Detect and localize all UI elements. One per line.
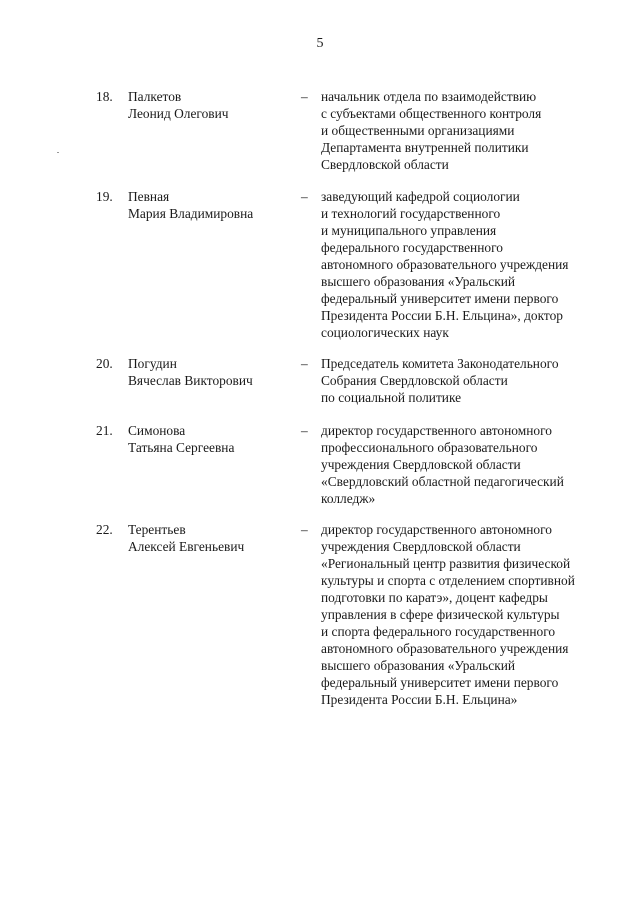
entry-number: 19. (96, 189, 113, 204)
position-line: высшего образования «Уральский (321, 658, 516, 673)
entry-number: 22. (96, 522, 113, 537)
member-given-names: Алексей Евгеньевич (128, 539, 245, 554)
member-position (321, 521, 621, 708)
position-line: Департамента внутренней политики (321, 140, 529, 155)
position-line: директор государственного автономного (321, 522, 552, 537)
position-line: федеральный университет имени первого (321, 291, 559, 306)
member-surname: Симонова (128, 423, 186, 438)
position-line: Президента России Б.Н. Ельцина», доктор (321, 308, 563, 323)
position-line: высшего образования «Уральский (321, 274, 516, 289)
position-line: учреждения Свердловской области (321, 457, 521, 472)
position-line: и муниципального управления (321, 223, 497, 238)
position-line: автономного образовательного учреждения (321, 257, 569, 272)
position-line: культуры и спорта с отделением спортивной (321, 573, 575, 588)
position-line: и общественными организациями (321, 123, 515, 138)
member-name (128, 422, 293, 456)
position-line: колледж» (321, 491, 376, 506)
member-position (321, 188, 621, 341)
dash-separator: – (301, 522, 308, 537)
dash-separator: – (301, 356, 308, 371)
member-surname: Палкетов (128, 89, 182, 104)
position-line: директор государственного автономного (321, 423, 552, 438)
member-name (128, 355, 293, 389)
position-line: «Свердловский областной педагогический (321, 474, 564, 489)
member-given-names: Татьяна Сергеевна (128, 440, 235, 455)
member-given-names: Леонид Олегович (128, 106, 229, 121)
member-position (321, 355, 621, 406)
member-name (128, 188, 293, 222)
position-line: учреждения Свердловской области (321, 539, 521, 554)
member-surname: Терентьев (128, 522, 186, 537)
member-name (128, 88, 293, 122)
position-line: заведующий кафедрой социологии (321, 189, 520, 204)
position-line: с субъектами общественного контроля (321, 106, 542, 121)
position-line: управления в сфере физической культуры (321, 607, 560, 622)
dash-separator: – (301, 423, 308, 438)
dash-separator: – (301, 189, 308, 204)
dash-separator: – (301, 89, 308, 104)
member-position (321, 422, 621, 507)
position-line: социологических наук (321, 325, 449, 340)
position-line: и спорта федерального государственного (321, 624, 556, 639)
position-line: федеральный университет имени первого (321, 675, 559, 690)
entry-number: 20. (96, 356, 113, 371)
member-surname: Певная (128, 189, 170, 204)
member-surname: Погудин (128, 356, 177, 371)
position-line: профессионального образовательного (321, 440, 538, 455)
position-line: Президента России Б.Н. Ельцина» (321, 692, 518, 707)
member-given-names: Вячеслав Викторович (128, 373, 253, 388)
position-line: начальник отдела по взаимодействию (321, 89, 537, 104)
entry-number: 21. (96, 423, 113, 438)
position-line: и технологий государственного (321, 206, 501, 221)
entry-number: 18. (96, 89, 113, 104)
position-line: подготовки по каратэ», доцент кафедры (321, 590, 548, 605)
scan-speck (57, 152, 59, 153)
page-number: 5 (316, 36, 324, 51)
position-line: автономного образовательного учреждения (321, 641, 569, 656)
position-line: «Региональный центр развития физической (321, 556, 571, 571)
position-line: федерального государственного (321, 240, 503, 255)
position-line: Председатель комитета Законодательного (321, 356, 559, 371)
member-given-names: Мария Владимировна (128, 206, 254, 221)
position-line: Собрания Свердловской области (321, 373, 508, 388)
member-name (128, 521, 293, 555)
member-position (321, 88, 621, 173)
position-line: по социальной политике (321, 390, 462, 405)
position-line: Свердловской области (321, 157, 449, 172)
